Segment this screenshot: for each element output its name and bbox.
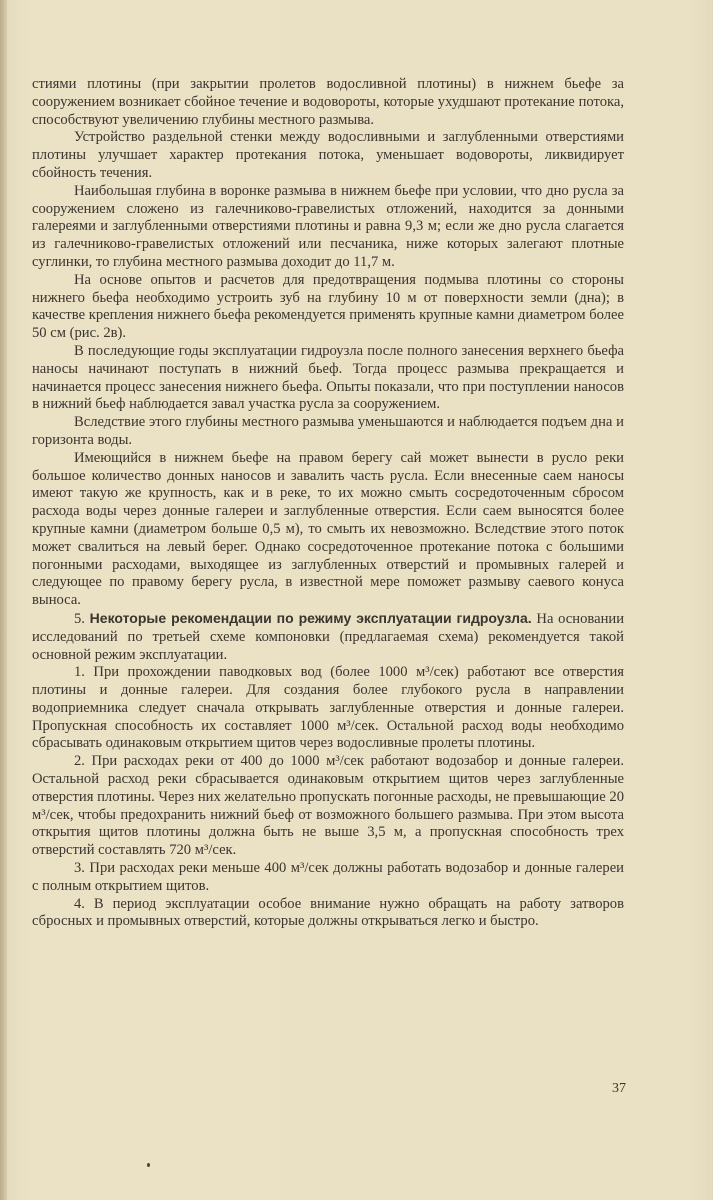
section-5: [32, 610, 624, 664]
paragraph-3: Наибольшая глубина в воронке размыва в нижнем бьефе при условии, что дно русла за сооружением сложено из галечниково-гравелистых отложений, находится за донными галереями и заглубленными отверстиями плотины и равна 9,3 м; если же дно русла слагается из галечниково-гравелистых отложений или песчаника, ниже которых залегают плотные суглинки, то глубина местного размыва доходит до 11,7 м.: [32, 182, 624, 270]
paragraph-5: В последующие годы эксплуатации гидроузла после полного занесения верхнего бьефа наносы начинают поступать в нижний бьеф. Тогда процесс размыва прекращается и начинается процесс занесения нижнего бьефа. Опыты показали, что при поступлении наносов в нижний бьеф наблюдается завал участка русла за сооружением.: [32, 342, 624, 413]
recommendation-4: 4. В период эксплуатации особое внимание нужно обращать на работу затворов сбросных и промывных отверстий, которые должны открываться легко и быстро.: [32, 895, 624, 930]
paragraph-2: Устройство раздельной стенки между водосливными и заглубленными отверстиями плотины улучшает характер протекания потока, уменьшает водовороты, ликвидирует сбойность течения.: [32, 129, 624, 181]
paragraph-1: стиями плотины (при закрытии пролетов водосливной плотины) в нижнем бьефе за сооружением возникает сбойное течение и водовороты, которые ухудшают протекание потока, способствуют увеличению глубины местного размыва.: [32, 76, 624, 128]
recommendation-1: 1. При прохождении паводковых вод (более 1000 м³/сек) работают все отверстия плотины и донные галереи. Для создания более глубокого русла в направлении водоприемника следует сначала открывать заглубленные отверстия и донные галереи. Пропускная способность их составляет 1000 м³/сек. Остальной расход воды необходимо сбрасывать одинаковым открытием щитов через водосливные пролеты плотины.: [32, 664, 624, 752]
paragraph-7: Имеющийся в нижнем бьефе на правом берегу сай может вынести в русло реки большое количество донных наносов и завалить часть русла. Если внесенные саем наносы имеют такую же крупность, как и в реке, то их можно смыть сосредоточенным сбросом расхода воды через донные галереи и заглубленные отверстия. Если саем выносятся более крупные камни (диаметром больше 0,5 м), то смыть их невозможно. Вследствие этого поток может свалиться на левый берег. Однако сосредоточенное протекание потока с большими погонными расходами, выходящее из заглубленных отверстий и промывных галерей и следующее по правому берегу русла, в известной мере поможет размыву саевого конуса выноса.: [32, 449, 624, 609]
page-number: 37: [612, 1081, 626, 1096]
paragraph-6: Вследствие этого глубины местного размыва уменьшаются и наблюдается подъем дна и горизонта воды.: [32, 414, 624, 448]
section-heading: Некоторые рекомендации по режиму эксплуатации гидроузла.: [89, 609, 532, 626]
recommendation-3: 3. При расходах реки меньше 400 м³/сек должны работать водозабор и донные галереи с полным открытием щитов.: [32, 860, 624, 894]
ink-speck: [147, 1163, 150, 1167]
paragraph-4: На основе опытов и расчетов для предотвращения подмыва плотины со стороны нижнего бьефа необходимо устроить зуб на глубину 10 м от поверхности земли (дна); в качестве крепления нижнего бьефа рекомендуется применять крупные камни диаметром более 50 см (рис. 2в).: [32, 271, 624, 342]
recommendation-2: 2. При расходах реки от 400 до 1000 м³/сек работают водозабор и донные галереи. Остальной расход реки сбрасывается одинаковым открытием щитов через заглубленные отверстия плотины. Через них желательно пропускать погонные расходы, не превышающие 20 м³/сек, чтобы предохранить нижний бьеф от возможного большего размыва. При этом высота открытия щитов плотины должна быть не выше 3,5 м, а пропускная способность трех отверстий составлять 720 м³/сек.: [32, 753, 624, 859]
section-number: 5.: [74, 610, 85, 627]
section-intro: На основании исследований по третьей схеме компоновки (предлагаемая схема) рекомендуется такой основной режим эксплуатации.: [32, 610, 625, 663]
main-text: [32, 76, 624, 931]
page-binding-edge: [0, 0, 7, 1200]
